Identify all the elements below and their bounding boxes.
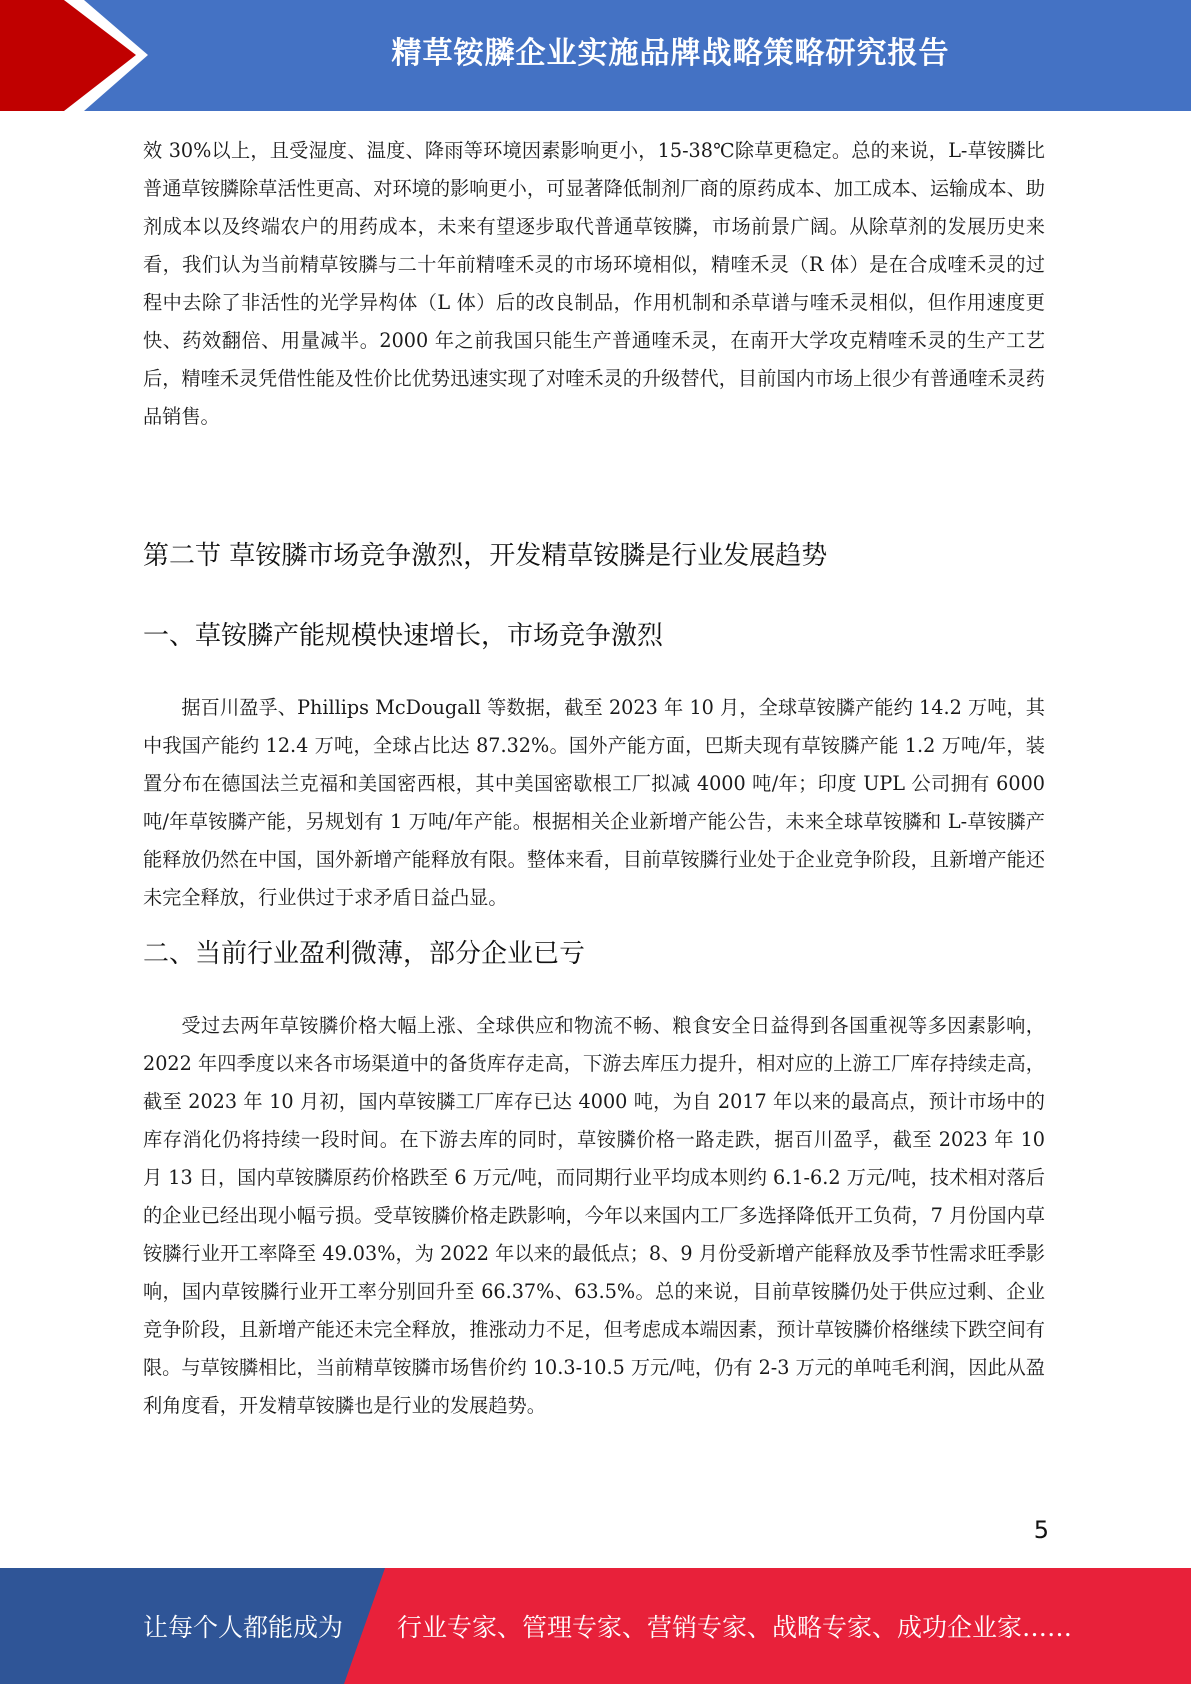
- subsection-2-title: 二、当前行业盈利微薄，部分企业已亏: [143, 939, 586, 969]
- page-number: 5: [1033, 1516, 1049, 1544]
- page-footer: [0, 1568, 1191, 1684]
- subsection-1-title: 一、草铵膦产能规模快速增长，市场竞争激烈: [143, 621, 664, 651]
- subsection-2-paragraph: 受过去两年草铵膦价格大幅上涨、全球供应和物流不畅、粮食安全日益得到各国重视等多因素影响，2022 年四季度以来各市场渠道中的备货库存走高，下游去库压力提升，相对应的上游工厂库存持续走高，截至 2023 年 10 月初，国内草铵膦工厂库存已达 4000 吨，为自 2017 年以来的最高点，预计市场中的库存消化仍将持续一段时间。在下游去库的同时，草铵膦价格一路走跌，据百川盈孚，截至 2023 年 10 月 13 日，国内草铵膦原药价格跌至 6 万元/吨，而同期行业平均成本则约 6.1-6.2 万元/吨，技术相对落后的企业已经出现小幅亏损。受草铵膦价格走跌影响，今年以来国内工厂多选择降低开工负荷，7 月份国内草铵膦行业开工率降至 49.03%，为 2022 年以来的最低点；8、9 月份受新增产能释放及季节性需求旺季影响，国内草铵膦行业开工率分别回升至 66.37%、63.5%。总的来说，目前草铵膦仍处于供应过剩、企业竞争阶段，且新增产能还未完全释放，推涨动力不足，但考虑成本端因素，预计草铵膦价格继续下跌空间有限。与草铵膦相比，当前精草铵膦市场售价约 10.3-10.5 万元/吨，仍有 2-3 万元的单吨毛利润，因此从盈利角度看，开发精草铵膦也是行业的发展趋势。: [143, 1014, 1045, 1417]
- footer-slogan-left: 让每个人都能成为: [143, 1613, 344, 1642]
- report-title: 精草铵膦企业实施品牌战略策略研究报告: [391, 36, 950, 71]
- subsection-1-paragraph: 据百川盈孚、Phillips McDougall 等数据，截至 2023 年 10 月，全球草铵膦产能约 14.2 万吨，其中我国产能约 12.4 万吨，全球占比达 87.32%。国外产能方面，巴斯夫现有草铵膦产能 1.2 万吨/年，装置分布在德国法兰克福和美国密西根，其中美国密歇根工厂拟减 4000 吨/年；印度 UPL 公司拥有 6000 吨/年草铵膦产能，另规划有 1 万吨/年产能。根据相关企业新增产能公告，未来全球草铵膦和 L-草铵膦产能释放仍然在中国，国外新增产能释放有限。整体来看，目前草铵膦行业处于企业竞争阶段，且新增产能还未完全释放，行业供过于求矛盾日益凸显。: [143, 696, 1045, 909]
- page-content: [143, 132, 1045, 1425]
- intro-paragraph: 效 30%以上，且受湿度、温度、降雨等环境因素影响更小，15-38℃除草更稳定。总的来说，L-草铵膦比普通草铵膦除草活性更高、对环境的影响更小，可显著降低制剂厂商的原药成本、加工成本、运输成本、助剂成本以及终端农户的用药成本，未来有望逐步取代普通草铵膦，市场前景广阔。从除草剂的发展历史来看，我们认为当前精草铵膦与二十年前精喹禾灵的市场环境相似，精喹禾灵（R 体）是在合成喹禾灵的过程中去除了非活性的光学异构体（L 体）后的改良制品，作用机制和杀草谱与喹禾灵相似，但作用速度更快、药效翻倍、用量减半。2000 年之前我国只能生产普通喹禾灵，在南开大学攻克精喹禾灵的生产工艺后，精喹禾灵凭借性能及性价比优势迅速实现了对喹禾灵的升级替代，目前国内市场上很少有普通喹禾灵药品销售。: [143, 139, 1045, 428]
- footer-slogan-right: 行业专家、管理专家、营销专家、战略专家、成功企业家……: [397, 1613, 1073, 1642]
- section-title: 第二节 草铵膦市场竞争激烈，开发精草铵膦是行业发展趋势: [143, 541, 828, 571]
- page-header: [0, 0, 1191, 111]
